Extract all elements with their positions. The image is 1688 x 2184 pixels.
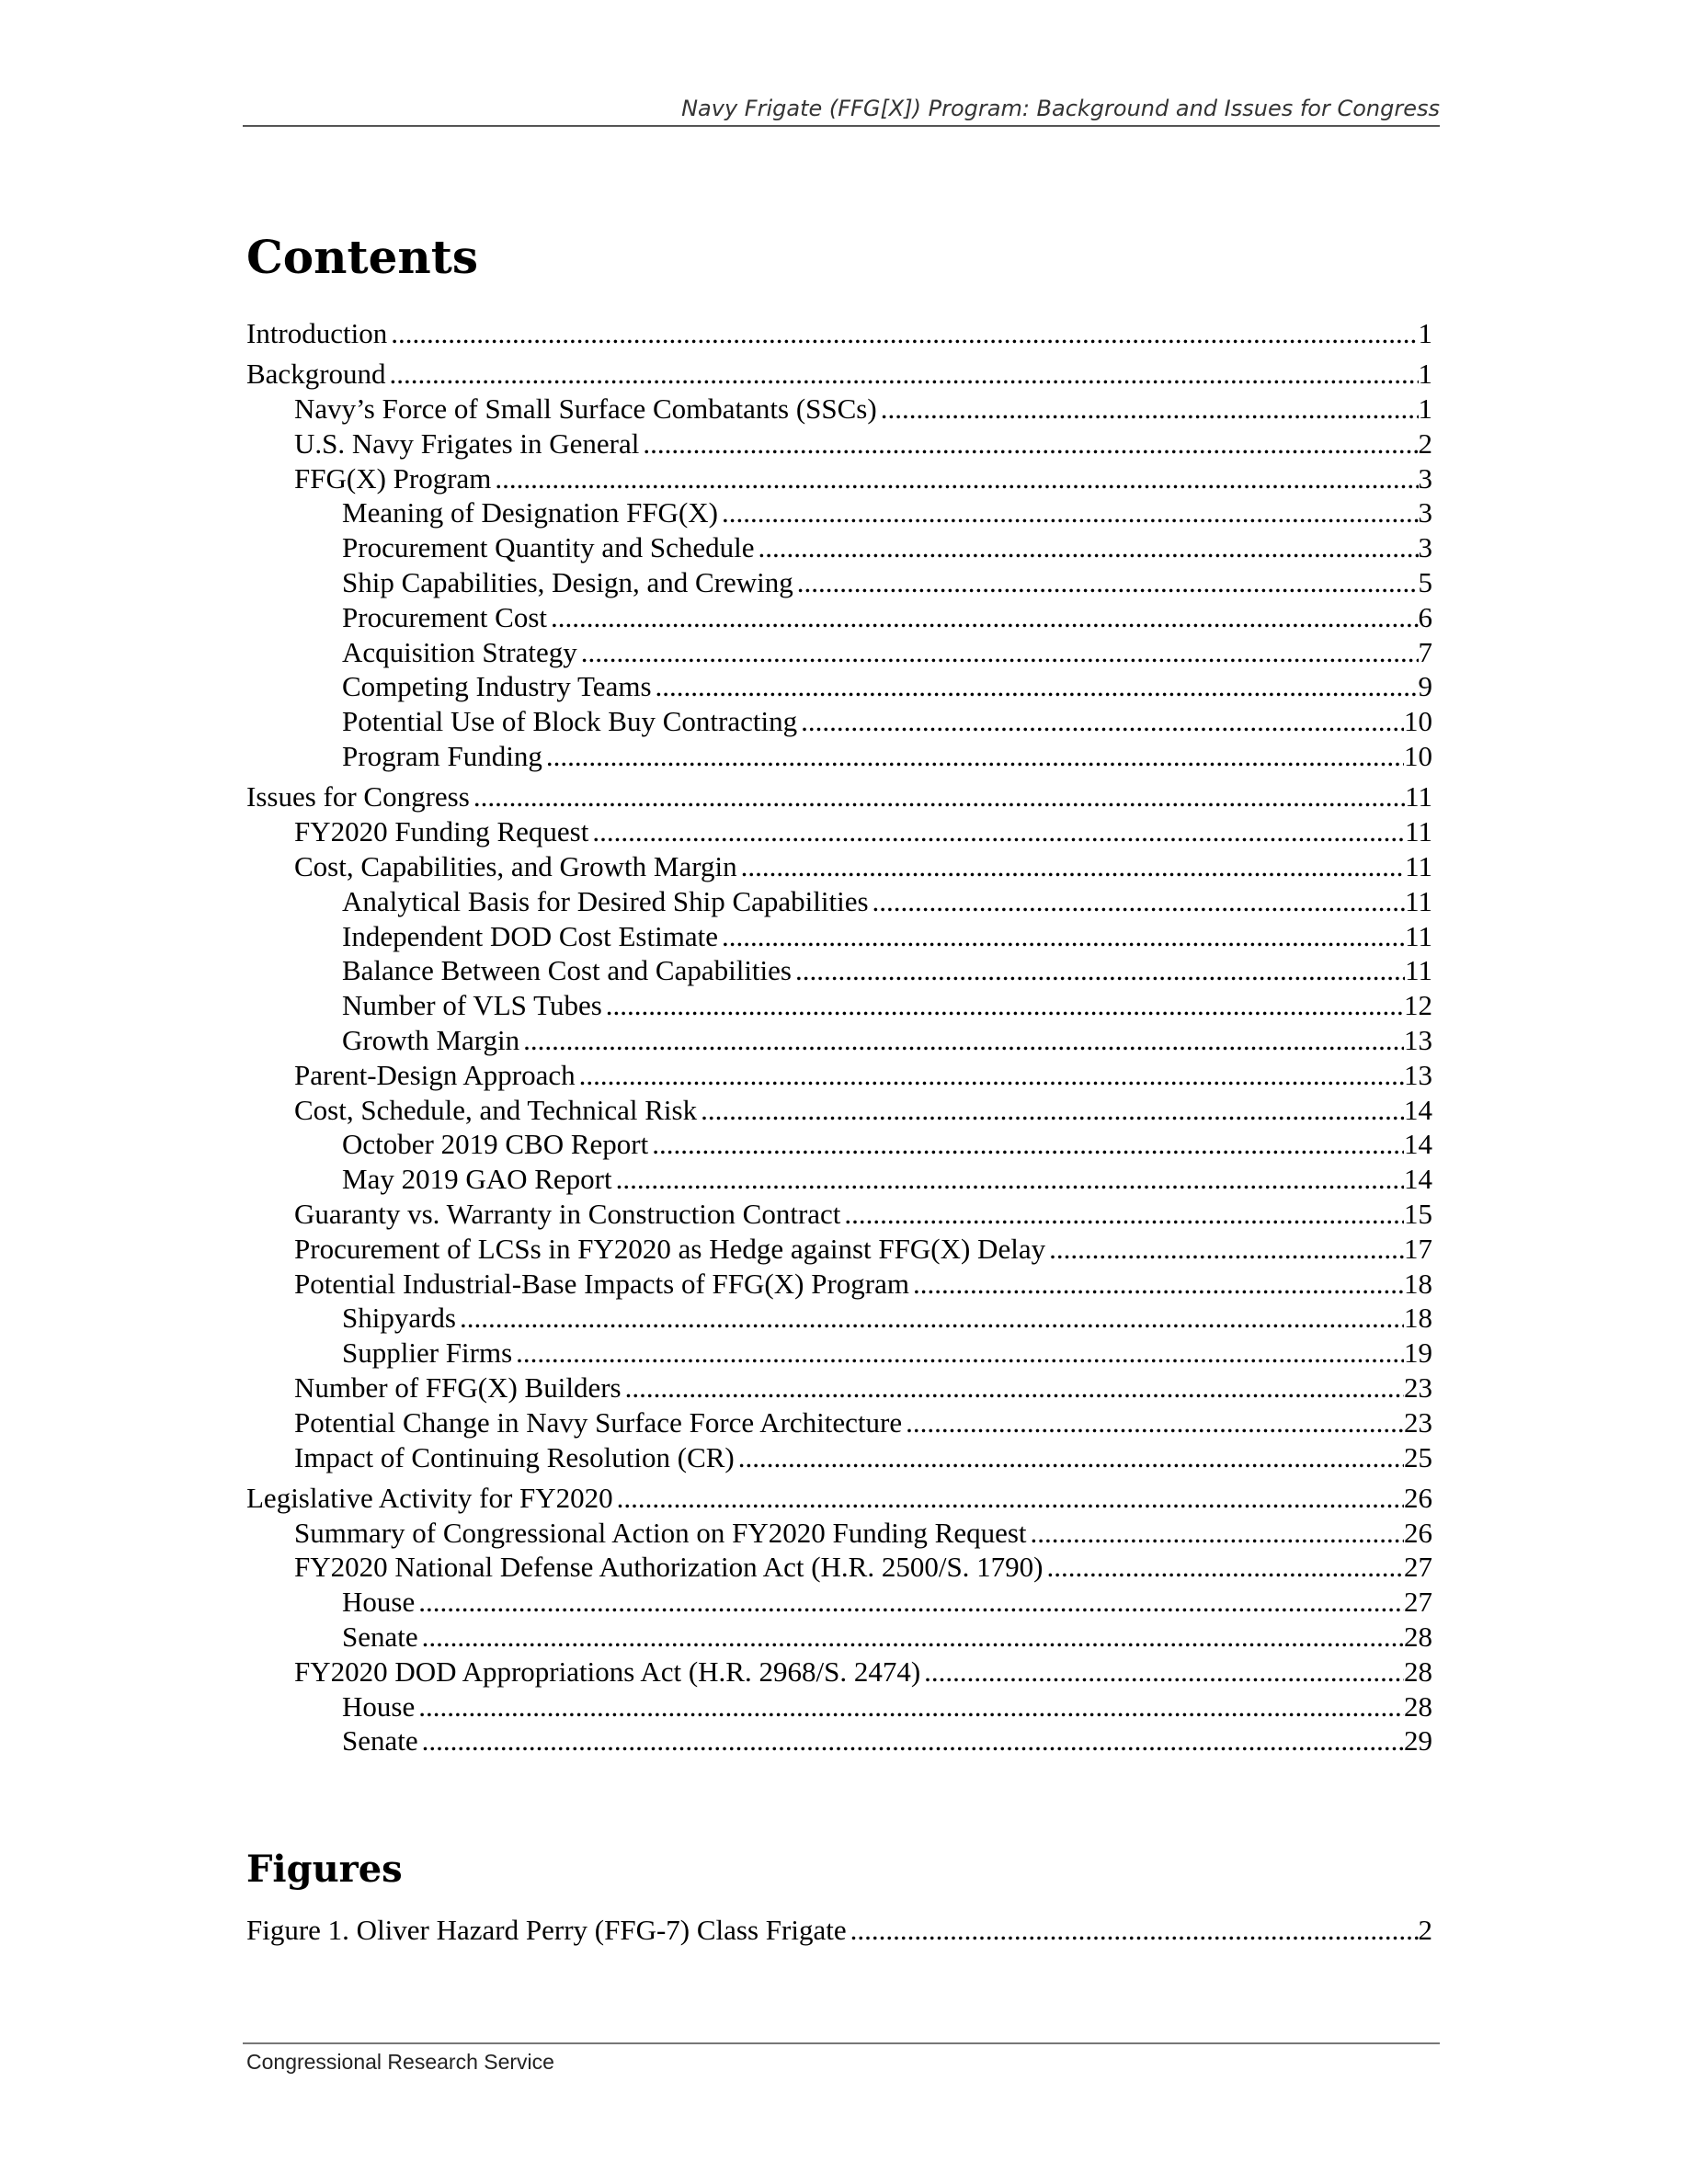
toc-entry[interactable]: Introduction ..... 1 [246, 316, 1432, 351]
toc-entry[interactable]: Growth Margin ..... 13 [246, 1023, 1432, 1058]
toc-entry[interactable]: Cost, Schedule, and Technical Risk ..... 14 [246, 1093, 1432, 1128]
toc-entry[interactable]: FY2020 Funding Request ..... 11 [246, 814, 1432, 849]
toc-entry[interactable]: House ..... 28 [246, 1689, 1432, 1724]
toc-entry[interactable]: Potential Change in Navy Surface Force Architecture ..... 23 [246, 1405, 1432, 1440]
figures-heading: Figures [246, 1848, 403, 1891]
header-divider [243, 125, 1440, 127]
toc-entry[interactable]: Supplier Firms ..... 19 [246, 1336, 1432, 1371]
list-of-figures [246, 1913, 1432, 1948]
figure-entry[interactable]: Figure 1. Oliver Hazard Perry (FFG-7) Class Frigate ..... 2 [246, 1913, 1432, 1948]
footer-divider [243, 2042, 1440, 2044]
toc-entry[interactable]: Issues for Congress ..... 11 [246, 779, 1432, 814]
toc-entry[interactable]: Ship Capabilities, Design, and Crewing ..... 5 [246, 565, 1432, 600]
toc-entry[interactable]: House ..... 27 [246, 1585, 1432, 1620]
toc-entry[interactable]: Guaranty vs. Warranty in Construction Contract ..... 15 [246, 1197, 1432, 1232]
toc-entry[interactable]: Program Funding ..... 10 [246, 739, 1432, 774]
toc-entry[interactable]: Shipyards ..... 18 [246, 1301, 1432, 1336]
running-header: Navy Frigate (FFG[X]) Program: Background and Issues for Congress [681, 96, 1440, 121]
toc-entry[interactable]: Background ..... 1 [246, 357, 1432, 392]
toc-entry[interactable]: May 2019 GAO Report ..... 14 [246, 1162, 1432, 1197]
toc-entry[interactable]: Analytical Basis for Desired Ship Capabilities ..... 11 [246, 884, 1432, 919]
toc-entry[interactable]: Senate ..... 29 [246, 1723, 1432, 1758]
toc-entry[interactable]: U.S. Navy Frigates in General ..... 2 [246, 427, 1432, 461]
toc-entry[interactable]: FFG(X) Program ..... 3 [246, 461, 1432, 496]
toc-entry[interactable]: FY2020 National Defense Authorization Act (H.R. 2500/S. 1790) ..... 27 [246, 1550, 1432, 1585]
footer-publisher: Congressional Research Service [246, 2050, 554, 2074]
toc-entry[interactable]: Acquisition Strategy ..... 7 [246, 635, 1432, 670]
contents-heading: Contents [246, 230, 479, 284]
toc-entry[interactable]: Meaning of Designation FFG(X) ..... 3 [246, 495, 1432, 530]
toc-entry[interactable]: Senate ..... 28 [246, 1620, 1432, 1655]
toc-entry[interactable]: FY2020 DOD Appropriations Act (H.R. 2968/S. 2474) ..... 28 [246, 1655, 1432, 1689]
toc-entry[interactable]: October 2019 CBO Report ..... 14 [246, 1127, 1432, 1162]
toc-entry[interactable]: Potential Use of Block Buy Contracting ..... 10 [246, 704, 1432, 739]
toc-entry[interactable]: Balance Between Cost and Capabilities ..... 11 [246, 953, 1432, 988]
toc-entry[interactable]: Number of FFG(X) Builders ..... 23 [246, 1371, 1432, 1405]
toc-entry[interactable]: Competing Industry Teams ..... 9 [246, 669, 1432, 704]
toc-entry[interactable]: Independent DOD Cost Estimate ..... 11 [246, 919, 1432, 954]
toc-entry[interactable]: Summary of Congressional Action on FY2020 Funding Request ..... 26 [246, 1516, 1432, 1551]
table-of-contents [246, 316, 1432, 1758]
toc-entry[interactable]: Procurement of LCSs in FY2020 as Hedge against FFG(X) Delay ..... 17 [246, 1232, 1432, 1267]
toc-entry[interactable]: Procurement Quantity and Schedule ..... 3 [246, 530, 1432, 565]
toc-entry[interactable]: Number of VLS Tubes ..... 12 [246, 988, 1432, 1023]
toc-entry[interactable]: Potential Industrial-Base Impacts of FFG(X) Program ..... 18 [246, 1267, 1432, 1302]
toc-entry[interactable]: Navy’s Force of Small Surface Combatants (SSCs) ..... 1 [246, 392, 1432, 427]
toc-entry[interactable]: Cost, Capabilities, and Growth Margin ..... 11 [246, 849, 1432, 884]
toc-entry[interactable]: Impact of Continuing Resolution (CR) ..... 25 [246, 1440, 1432, 1475]
toc-entry[interactable]: Parent-Design Approach ..... 13 [246, 1058, 1432, 1093]
toc-entry[interactable]: Procurement Cost ..... 6 [246, 600, 1432, 635]
toc-entry[interactable]: Legislative Activity for FY2020 ..... 26 [246, 1481, 1432, 1516]
